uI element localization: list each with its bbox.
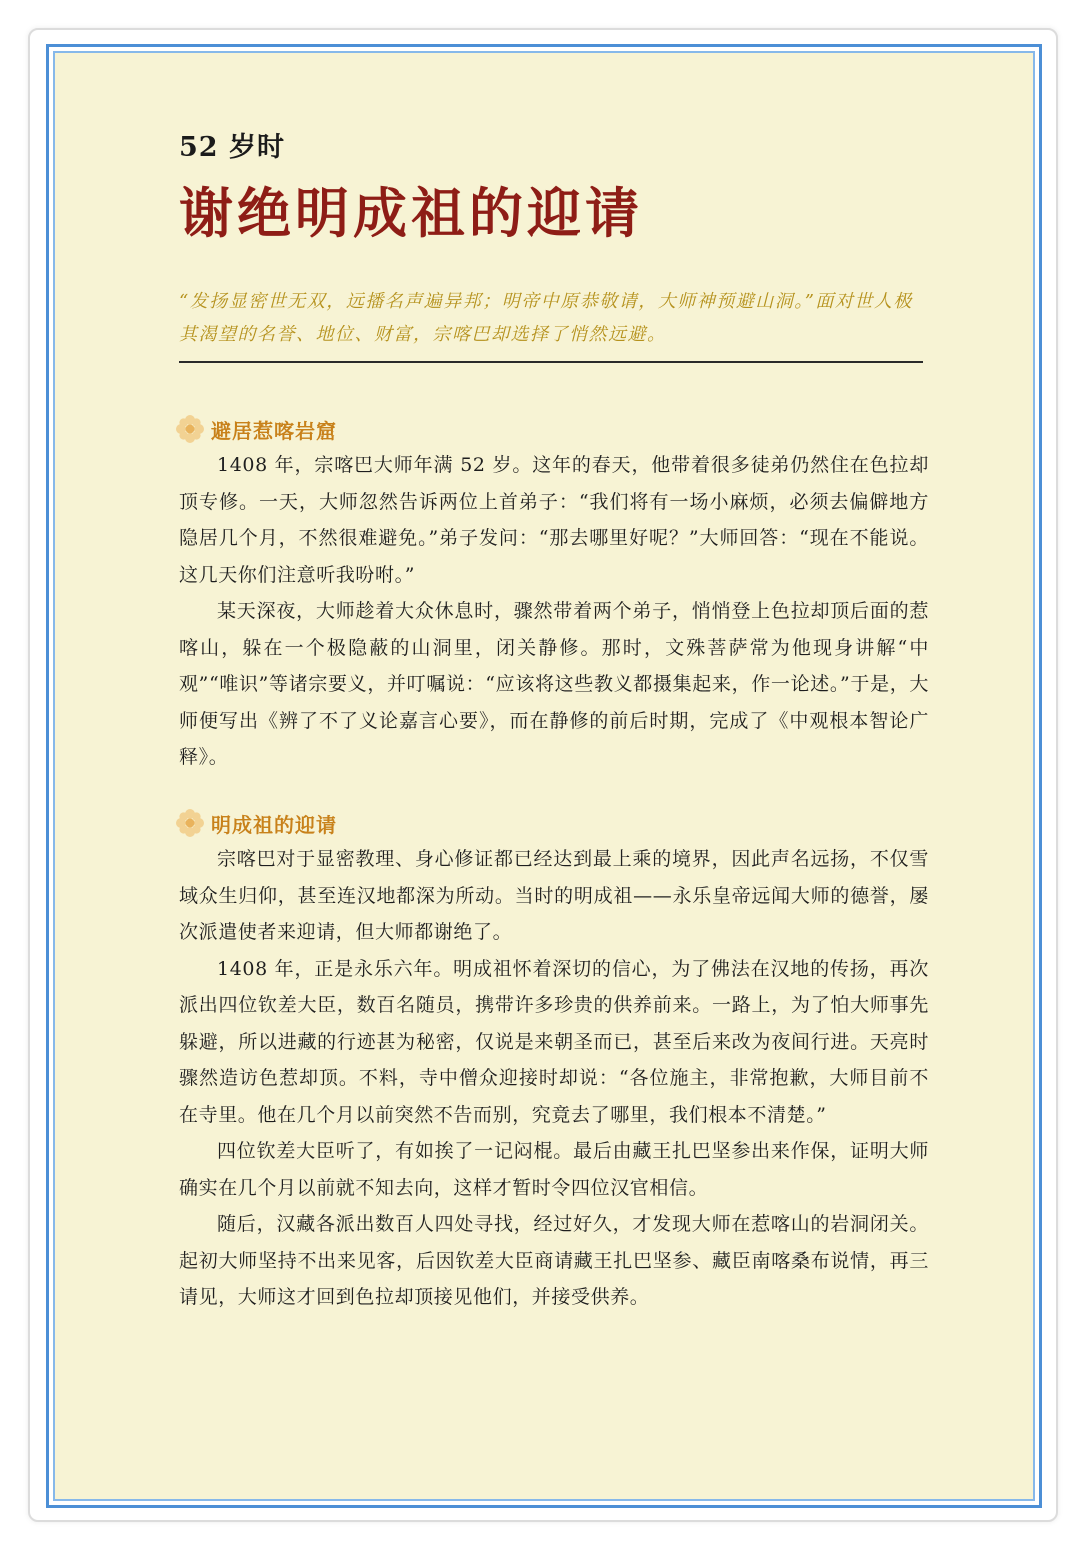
section-heading [179,805,929,841]
paragraph: 四位钦差大臣听了，有如挨了一记闷棍。最后由藏王扎巴坚参出来作保，证明大师确实在几个月以前就不知去向，这样才暂时令四位汉官相信。 [179,1140,929,1199]
lotus-flower-icon [173,806,207,840]
page-title: 谢绝明成祖的迎请 [179,181,643,245]
title-divider [179,361,923,363]
page-frame [46,44,1042,1508]
section-heading-text: 避居惹喀岩窟 [211,418,337,443]
paragraph: 随后，汉藏各派出数百人四处寻找，经过好久，才发现大师在惹喀山的岩洞闭关。起初大师坚持不出来见客，后因钦差大臣商请藏王扎巴坚参、藏臣南喀桑布说情，再三请见，大师这才回到色拉却顶接见他们，并接受供养。 [179,1213,929,1308]
section-retreat [179,411,929,776]
paragraph: 1408 年，宗喀巴大师年满 52 岁。这年的春天，他带着很多徒弟仍然住在色拉却顶专修。一天，大师忽然告诉两位上首弟子：“我们将有一场小麻烦，必须去偏僻地方隐居几个月，不然很难避免。”弟子发问：“那去哪里好呢？”大师回答：“现在不能说。这几天你们注意听我吩咐。” [179,454,929,586]
intro-quote: “发扬显密世无双，远播名声遍异邦；明帝中原恭敬请，大师神预避山洞。”面对世人极其渴望的名誉、地位、财富，宗喀巴却选择了悄然远避。 [179,291,913,345]
section-heading [179,411,929,447]
section-heading-text: 明成祖的迎请 [211,812,337,837]
paragraph: 某天深夜，大师趁着大众休息时，骤然带着两个弟子，悄悄登上色拉却顶后面的惹喀山，躲在一个极隐蔽的山洞里，闭关静修。那时，文殊菩萨常为他现身讲解“中观”“唯识”等诸宗要义，并叮嘱说：“应该将这些教义都摄集起来，作一论述。”于是，大师便写出《辨了不了义论嘉言心要》，而在静修的前后时期，完成了《中观根本智论广释》。 [179,600,929,768]
paragraph: 1408 年，正是永乐六年。明成祖怀着深切的信心，为了佛法在汉地的传扬，再次派出四位钦差大臣，数百名随员，携带许多珍贵的供养前来。一路上，为了怕大师事先躲避，所以进藏的行迹甚为秘密，仅说是来朝圣而已，甚至后来改为夜间行进。天亮时骤然造访色惹却顶。不料，寺中僧众迎接时却说：“各位施主，非常抱歉，大师目前不在寺里。他在几个月以前突然不告而别，究竟去了哪里，我们根本不清楚。” [179,957,929,1126]
age-subtitle: 52 岁时 [179,132,285,163]
section-emperor-invitation [179,805,929,1316]
lotus-flower-icon [173,412,207,446]
paragraph: 宗喀巴对于显密教理、身心修证都已经达到最上乘的境界，因此声名远扬，不仅雪域众生归仰，甚至连汉地都深为所动。当时的明成祖——永乐皇帝远闻大师的德誉，屡次派遣使者来迎请，但大师都谢绝了。 [179,848,929,943]
page [53,51,1035,1501]
